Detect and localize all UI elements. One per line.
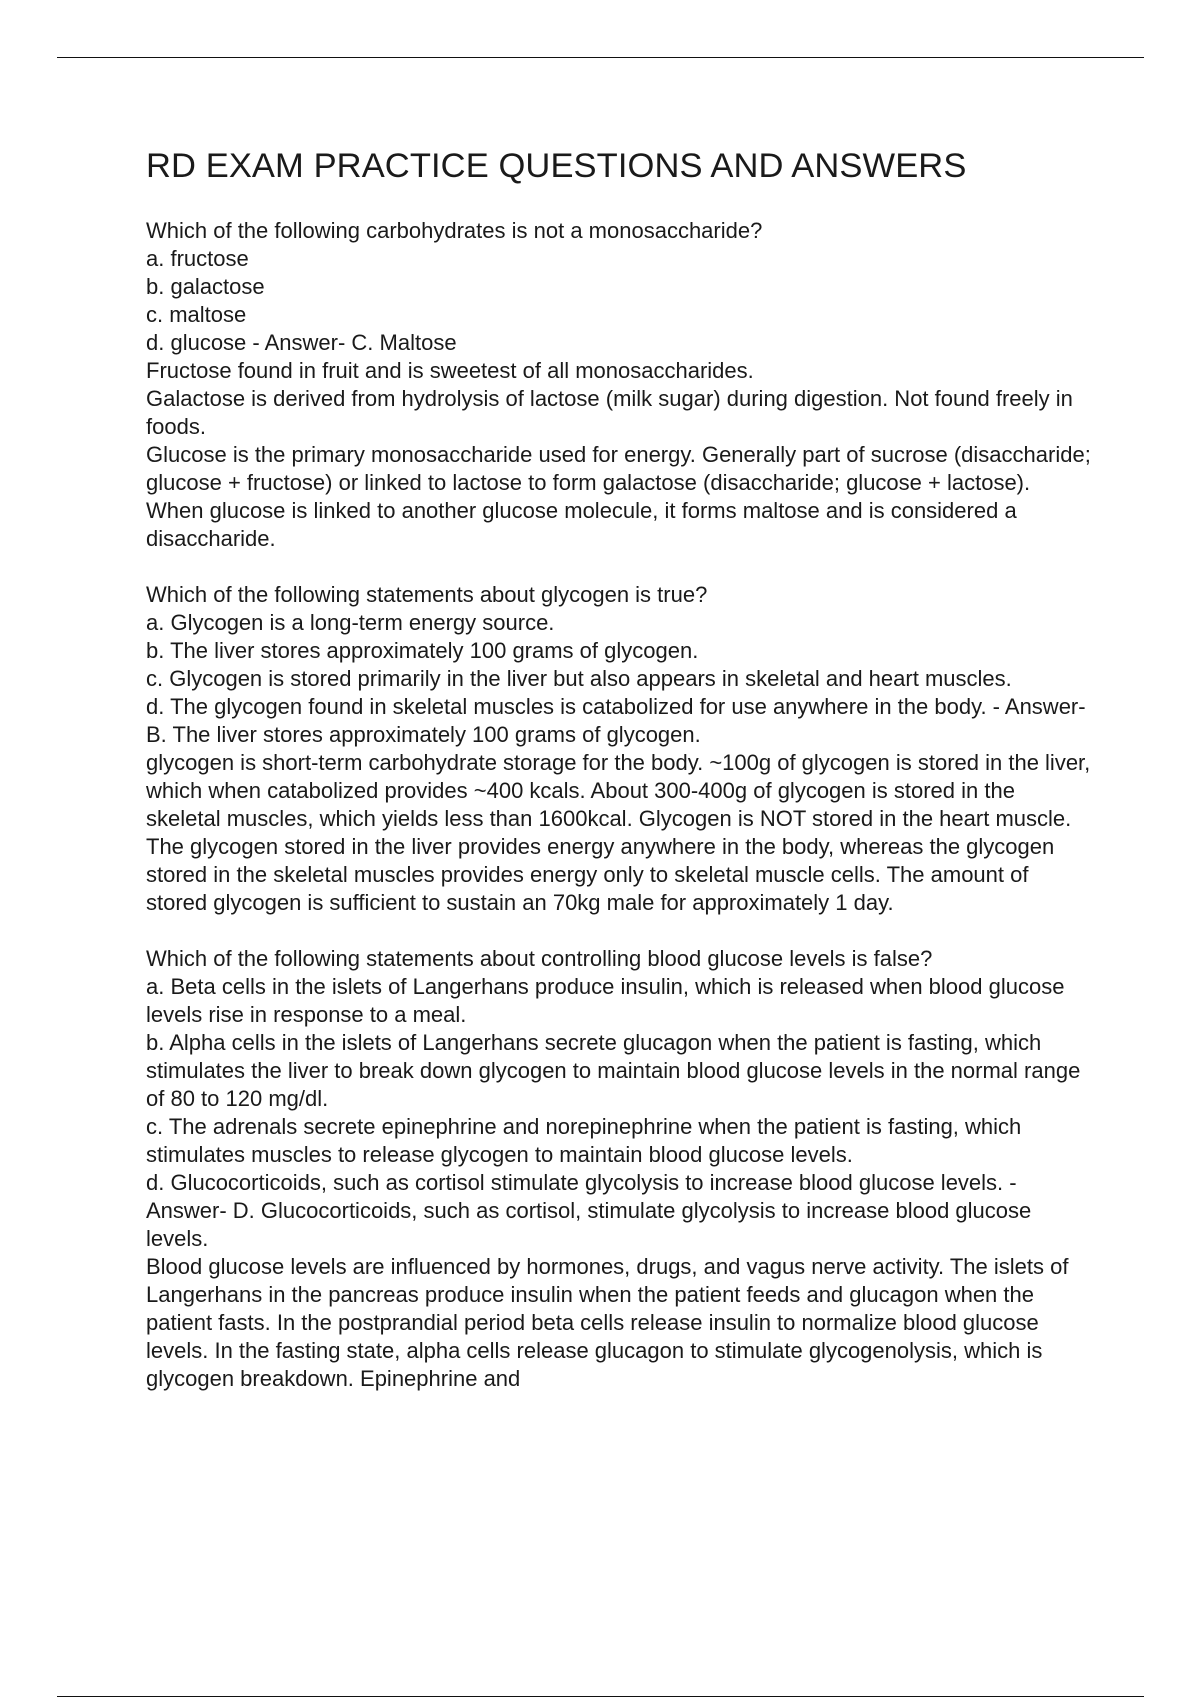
question-text: Which of the following carbohydrates is not a monosaccharide? <box>146 218 763 243</box>
option-b: b. galactose <box>146 274 265 299</box>
explanation-line: Glucose is the primary monosaccharide used for energy. Generally part of sucrose (disaccharide; glucose + fructose) or linked to lactose to form galactose (disaccharide; glucose + lactose). When glucose is linked to another glucose molecule, it forms maltose and is considered a disaccharide. <box>146 442 1091 551</box>
option-a: a. fructose <box>146 246 249 271</box>
paragraph-gap <box>146 553 1091 581</box>
explanation-line: glycogen is short-term carbohydrate storage for the body. ~100g of glycogen is stored in the liver, which when catabolized provides ~400 kcals. About 300-400g of glycogen is stored in the skeletal muscles, which yields less than 1600kcal. Glycogen is NOT stored in the heart muscle. The glycogen stored in the liver provides energy anywhere in the body, whereas the glycogen stored in the skeletal muscles provides energy only to skeletal muscle cells. The amount of stored glycogen is sufficient to sustain an 70kg male for approximately 1 day. <box>146 750 1091 915</box>
option-c: c. The adrenals secrete epinephrine and norepinephrine when the patient is fasting, which stimulates muscles to release glycogen to maintain blood glucose levels. <box>146 1114 1022 1167</box>
document-title: RD EXAM PRACTICE QUESTIONS AND ANSWERS <box>146 147 967 185</box>
option-a: a. Beta cells in the islets of Langerhans produce insulin, which is released when blood glucose levels rise in response to a meal. <box>146 974 1065 1027</box>
question-block-1 <box>146 217 1091 553</box>
option-d-answer: d. The glycogen found in skeletal muscles is catabolized for use anywhere in the body. - Answer- B. The liver stores approximately 100 grams of glycogen. <box>146 694 1086 747</box>
question-text: Which of the following statements about controlling blood glucose levels is false? <box>146 946 933 971</box>
explanation-line: Galactose is derived from hydrolysis of lactose (milk sugar) during digestion. Not found freely in foods. <box>146 386 1073 439</box>
question-text: Which of the following statements about glycogen is true? <box>146 582 708 607</box>
option-c: c. maltose <box>146 302 247 327</box>
question-block-3 <box>146 945 1091 1393</box>
question-block-2 <box>146 581 1091 917</box>
option-a: a. Glycogen is a long-term energy source. <box>146 610 555 635</box>
explanation-line: Blood glucose levels are influenced by hormones, drugs, and vagus nerve activity. The islets of Langerhans in the pancreas produce insulin when the patient feeds and glucagon when the patient fasts. In the postprandial period beta cells release insulin to normalize blood glucose levels. In the fasting state, alpha cells release glucagon to stimulate glycogenolysis, which is glycogen breakdown. Epinephrine and <box>146 1254 1069 1391</box>
footer-rule <box>57 1696 1144 1697</box>
document-body <box>146 142 1091 1393</box>
option-c: c. Glycogen is stored primarily in the liver but also appears in skeletal and heart muscles. <box>146 666 1012 691</box>
option-d-answer: d. glucose - Answer- C. Maltose <box>146 330 457 355</box>
explanation-line: Fructose found in fruit and is sweetest of all monosaccharides. <box>146 358 754 383</box>
option-b: b. Alpha cells in the islets of Langerhans secrete glucagon when the patient is fasting, which stimulates the liver to break down glycogen to maintain blood glucose levels in the normal range of 80 to 120 mg/dl. <box>146 1030 1081 1111</box>
header-rule <box>57 57 1144 58</box>
option-d-answer: d. Glucocorticoids, such as cortisol stimulate glycolysis to increase blood glucose levels. - Answer- D. Glucocorticoids, such as cortisol, stimulate glycolysis to increase blood glucose levels. <box>146 1170 1032 1251</box>
option-b: b. The liver stores approximately 100 grams of glycogen. <box>146 638 699 663</box>
paragraph-gap <box>146 917 1091 945</box>
